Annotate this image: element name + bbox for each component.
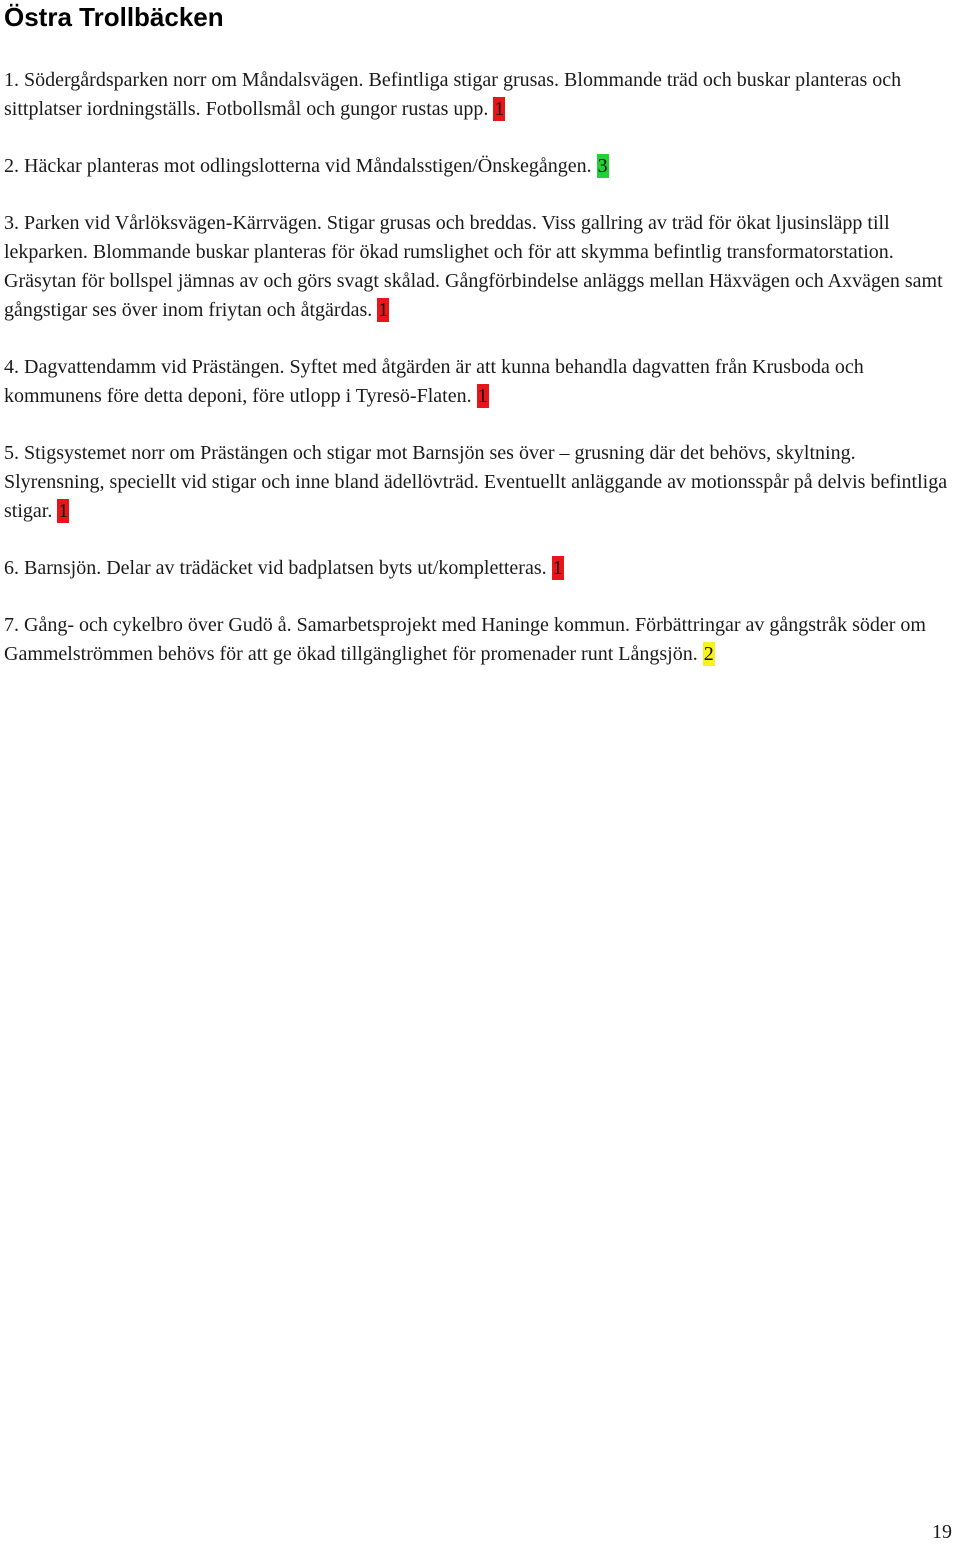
item-text: 2. Häckar planteras mot odlingslotterna vid Måndalsstigen/Önskegången. <box>4 155 592 177</box>
list-item <box>4 554 954 583</box>
priority-badge: 1 <box>552 557 563 579</box>
priority-badge: 1 <box>378 299 389 321</box>
priority-badge: 2 <box>703 643 714 665</box>
measure-list <box>4 66 954 697</box>
priority-badge: 1 <box>58 500 69 522</box>
list-item <box>4 353 954 411</box>
priority-badge: 1 <box>477 385 488 407</box>
list-item <box>4 152 954 181</box>
item-text: 5. Stigsystemet norr om Prästängen och stigar mot Barnsjön ses över – grusning där det behövs, skyltning. Slyrensning, speciellt vid stigar och inne bland ädellövträd. Eventuellt anläggande av motionsspår på delvis befintliga stigar. <box>4 442 948 522</box>
item-text: 7. Gång- och cykelbro över Gudö å. Samarbetsprojekt med Haninge kommun. Förbättringar av gångstråk söder om Gammelströmmen behövs för att ge ökad tillgänglighet för promenader runt Långsjön. <box>4 614 926 665</box>
item-text: 4. Dagvattendamm vid Prästängen. Syftet med åtgärden är att kunna behandla dagvatten från Krusboda och kommunens före detta deponi, före utlopp i Tyresö-Flaten. <box>4 356 864 407</box>
item-text: 1. Södergårdsparken norr om Måndalsvägen. Befintliga stigar grusas. Blommande träd och buskar planteras och sittplatser iordningställs. Fotbollsmål och gungor rustas upp. <box>4 69 902 120</box>
page-title: Östra Trollbäcken <box>4 2 224 32</box>
priority-badge: 3 <box>597 155 608 177</box>
item-text: 6. Barnsjön. Delar av trädäcket vid badplatsen byts ut/kompletteras. <box>4 557 547 579</box>
item-text: 3. Parken vid Vårlöksvägen-Kärrvägen. Stigar grusas och breddas. Viss gallring av träd för ökat ljusinsläpp till lekparken. Blommande buskar planteras för ökad rumslighet och för att skymma befintlig transformatorstation. Gräsytan för bollspel jämnas av och görs svagt skålad. Gångförbindelse anläggs mellan Häxvägen och Axvägen samt gångstigar ses över inom friytan och åtgärdas. <box>4 212 943 321</box>
list-item <box>4 439 954 526</box>
list-item <box>4 209 954 325</box>
list-item <box>4 66 954 124</box>
list-item <box>4 611 954 669</box>
priority-badge: 1 <box>494 98 505 120</box>
page-number: 19 <box>932 1521 952 1543</box>
